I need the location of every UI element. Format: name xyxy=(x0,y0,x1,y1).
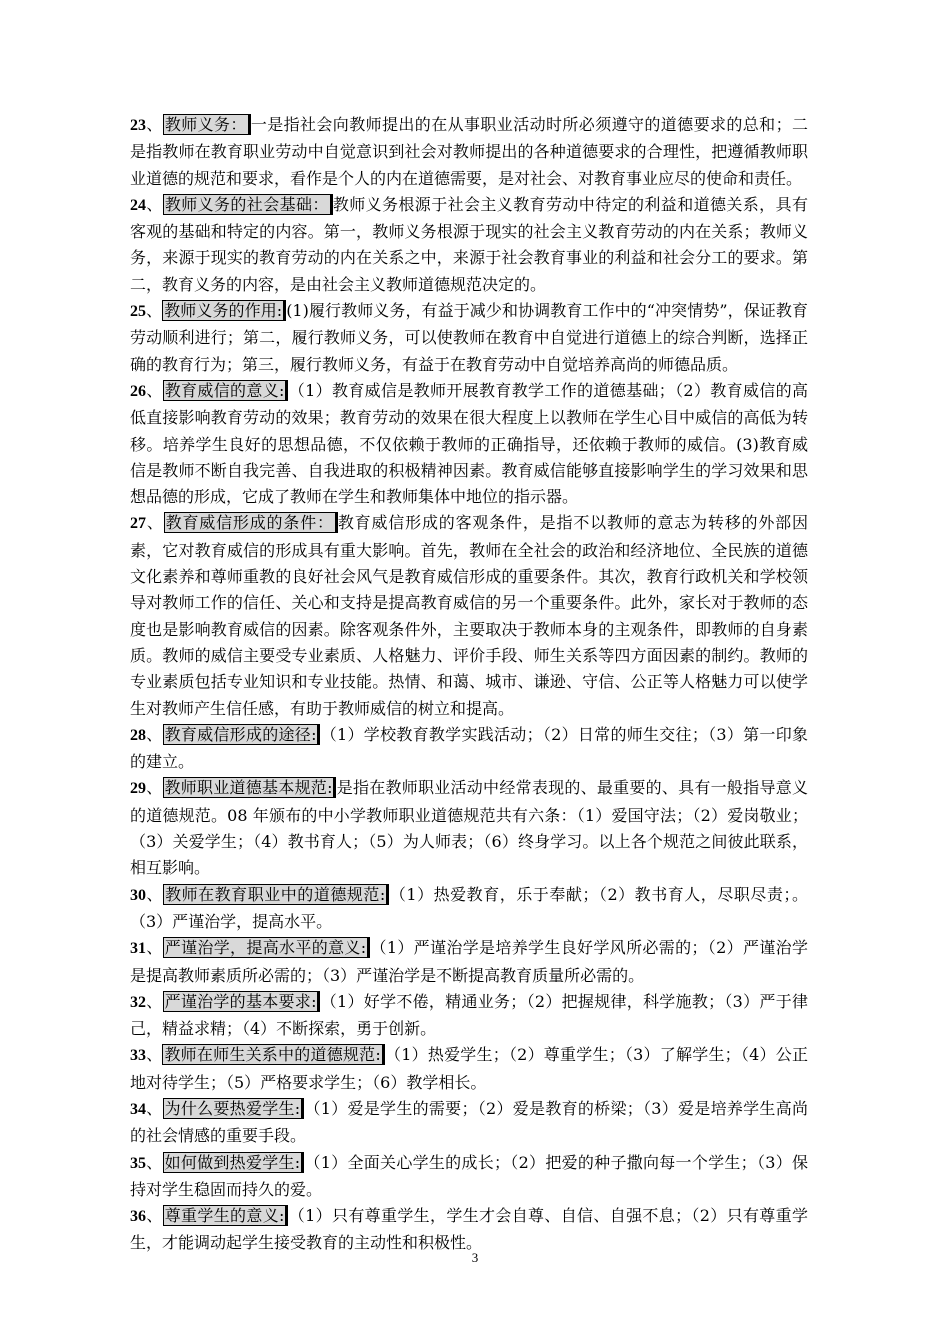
entry-number: 28 xyxy=(130,726,146,744)
page-number: 3 xyxy=(471,1250,479,1265)
entry-31: 31、 严谨治学，提高水平的意义: （1）严谨治学是培养学生良好学风所必需的；（2）严谨治学是提高教师素质所必需的；（3）严谨治学是不断提高教育质量所必需的。 xyxy=(130,938,808,985)
entry-body: （1）学校教育教学实践活动；（2）日常的师生交往；（3）第一印象的建立。 xyxy=(130,724,808,772)
entry-number: 31 xyxy=(130,940,146,958)
entry-term: 严谨治学，提高水平的意义: xyxy=(163,937,370,958)
entry-34: 34、 为什么要热爱学生: （1）爱是学生的需要；（2）爱是教育的桥梁；（3）爱是培养学生高尚的社会情感的重要手段。 xyxy=(130,1098,808,1146)
entry-25: 25、 教师义务的作用: (1)履行教师义务，有益于减少和协调教育工作中的“冲突情势”，保证教育劳动顺利进行；第二，履行教师义务，可以使教师在教育中自觉进行道德上的综合判断，选择正确的教育行为；第三，履行教师义务，有益于在教育劳动中自觉培养高尚的师德品质。 xyxy=(130,301,808,374)
entry-number: 25 xyxy=(130,303,146,321)
entry-term: 严谨治学的基本要求: xyxy=(163,991,321,1012)
entry-number: 27 xyxy=(130,515,146,533)
entry-number: 36 xyxy=(130,1208,146,1226)
entry-term: 教育威信的意义: xyxy=(163,380,289,401)
entry-body: （1）热爱教育，乐于奉献；（2）教书育人，尽职尽责；。（3）严谨治学，提高水平。 xyxy=(130,884,808,931)
entry-number: 26 xyxy=(130,382,146,400)
entry-body: 教师义务根源于社会主义教育劳动中待定的利益和道德关系，具有客观的基础和特定的内容。第一，教师义务根源于现实的社会主义教育劳动的内在关系；教师义务，来源于现实的教育劳动的内在关系之中，来源于社会教育事业的利益和社会分工的要求。第二，教育义务的内容，是由社会主义教师道德规范决定的。 xyxy=(130,194,808,294)
entry-23: 23、 教师义务： 一是指社会向教师提出的在从事职业活动时所必须遵守的道德要求的总和；二是指教师在教育职业劳动中自觉意识到社会对教师提出的各种道德要求的合理性，把遵循教师职业道德的规范和要求，看作是个人的内在道德需要，是对社会、对教育事业应尽的使命和责任。 xyxy=(130,115,808,188)
entry-term: 教育威信形成的途径: xyxy=(163,724,321,745)
entry-body: （1）爱是学生的需要；（2）爱是教育的桥梁；（3）爱是培养学生高尚的社会情感的重要手段。 xyxy=(130,1098,808,1146)
entry-body: （1）全面关心学生的成长；（2）把爱的种子撒向每一个学生；（3）保持对学生稳固而持久的爱。 xyxy=(130,1152,808,1199)
entry-body: （1）热爱学生；（2）尊重学生；（3）了解学生；（4）公正地对待学生；（5）严格要求学生；（6）教学相长。 xyxy=(130,1045,808,1092)
entry-term: 如何做到热爱学生: xyxy=(163,1152,305,1173)
entry-number: 30 xyxy=(130,886,146,904)
entry-body: （1）只有尊重学生，学生才会自尊、自信、自强不息；（2）只有尊重学生，才能调动起学生接受教育的主动性和积极性。 xyxy=(130,1206,808,1253)
entry-26: 26、 教育威信的意义: （1）教育威信是教师开展教育教学工作的道德基础；（2）教育威信的高低直接影响教育劳动的效果；教育劳动的效果在很大程度上以教师在学生心目中威信的高低为转移。培养学生良好的思想品德，不仅依赖于教师的正确指导，还依赖于教师的威信。(3)教育威信是教师不断自我完善、自我进取的积极精神因素。教育威信能够直接影响学生的学习效果和思想品德的形成，它成了教师在学生和教师集体中地位的指示器。 xyxy=(130,380,808,507)
entry-35: 35、 如何做到热爱学生: （1）全面关心学生的成长；（2）把爱的种子撒向每一个学生；（3）保持对学生稳固而持久的爱。 xyxy=(130,1152,808,1199)
entry-number: 35 xyxy=(130,1154,146,1172)
entry-number: 34 xyxy=(130,1100,146,1118)
entry-body: 一是指社会向教师提出的在从事职业活动时所必须遵守的道德要求的总和；二是指教师在教育职业劳动中自觉意识到社会对教师提出的各种道德要求的合理性，把遵循教师职业道德的规范和要求，看作是个人的内在道德需要，是对社会、对教育事业应尽的使命和责任。 xyxy=(130,115,808,188)
entry-29: 29、 教师职业道德基本规范: 是指在教师职业活动中经常表现的、最重要的、具有一般指导意义的道德规范。08 年颁布的中小学教师职业道德规范共有六条：（1）爱国守法；（2）爱岗敬业；（3）关爱学生；（4）教书育人；（5）为人师表；（6）终身学习。以上各个规范之间彼此联系，相互影响。 xyxy=(130,778,808,878)
entry-36: 36、 尊重学生的意义: （1）只有尊重学生，学生才会自尊、自信、自强不息；（2）只有尊重学生，才能调动起学生接受教育的主动性和积极性。 xyxy=(130,1206,808,1253)
entry-body: 教育威信形成的客观条件，是指不以教师的意志为转移的外部因素，它对教育威信的形成具有重大影响。首先，教师在全社会的政治和经济地位、全民族的道德文化素养和尊师重教的良好社会风气是教育威信形成的重要条件。其次，教育行政机关和学校领导对教师工作的信任、关心和支持是提高教育威信的另一个重要条件。此外，家长对于教师的态度也是影响教育威信的因素。除客观条件外，主要取决于教师本身的主观条件，即教师的自身素质。教师的威信主要受专业素质、人格魅力、评价手段、师生关系等四方面因素的制约。教师的专业素质包括专业知识和专业技能。热情、和蔼、城市、谦逊、守信、公正等人格魅力可以使学生对教师产生信任感，有助于教师威信的树立和提高。 xyxy=(130,513,808,718)
entry-term: 教师在师生关系中的道德规范: xyxy=(162,1044,384,1065)
entry-30: 30、 教师在教育职业中的道德规范: （1）热爱教育，乐于奉献；（2）教书育人，尽职尽责；。（3）严谨治学，提高水平。 xyxy=(130,884,808,931)
entry-term: 教师义务： xyxy=(163,114,251,135)
entry-term: 教师在教育职业中的道德规范: xyxy=(163,884,389,905)
entry-term: 教师职业道德基本规范: xyxy=(163,777,337,798)
entry-number: 29 xyxy=(130,780,146,798)
entry-body: （1）教育威信是教师开展教育教学工作的道德基础；（2）教育威信的高低直接影响教育劳动的效果；教育劳动的效果在很大程度上以教师在学生心目中威信的高低为转移。培养学生良好的思想品德，不仅依赖于教师的正确指导，还依赖于教师的威信。(3)教育威信是教师不断自我完善、自我进取的积极精神因素。教育威信能够直接影响学生的学习效果和思想品德的形成，它成了教师在学生和教师集体中地位的指示器。 xyxy=(130,380,808,507)
entry-number: 32 xyxy=(130,993,146,1011)
entry-body: 是指在教师职业活动中经常表现的、最重要的、具有一般指导意义的道德规范。08 年颁布的中小学教师职业道德规范共有六条：（1）爱国守法；（2）爱岗敬业；（3）关爱学生；（4）教书育人；（5）为人师表；（6）终身学习。以上各个规范之间彼此联系，相互影响。 xyxy=(130,778,808,878)
entry-body: （1）好学不倦，精通业务；（2）把握规律，科学施教；（3）严于律己，精益求精；（4）不断探索，勇于创新。 xyxy=(130,991,808,1039)
document-body xyxy=(130,112,808,1257)
entry-number: 23 xyxy=(130,117,146,134)
entry-28: 28、 教育威信形成的途径: （1）学校教育教学实践活动；（2）日常的师生交往；（3）第一印象的建立。 xyxy=(130,724,808,772)
entry-term: 教育威信形成的条件： xyxy=(164,512,338,533)
entry-term: 尊重学生的意义: xyxy=(163,1205,289,1226)
entry-number: 24 xyxy=(130,196,146,214)
entry-32: 32、 严谨治学的基本要求: （1）好学不倦，精通业务；（2）把握规律，科学施教；（3）严于律己，精益求精；（4）不断探索，勇于创新。 xyxy=(130,991,808,1039)
entry-27: 27、 教育威信形成的条件： 教育威信形成的客观条件，是指不以教师的意志为转移的外部因素，它对教育威信的形成具有重大影响。首先，教师在全社会的政治和经济地位、全民族的道德文化素养和尊师重教的良好社会风气是教育威信形成的重要条件。其次，教育行政机关和学校领导对教师工作的信任、关心和支持是提高教育威信的另一个重要条件。此外，家长对于教师的态度也是影响教育威信的因素。除客观条件外，主要取决于教师本身的主观条件，即教师的自身素质。教师的威信主要受专业素质、人格魅力、评价手段、师生关系等四方面因素的制约。教师的专业素质包括专业知识和专业技能。热情、和蔼、城市、谦逊、守信、公正等人格魅力可以使学生对教师产生信任感，有助于教师威信的树立和提高。 xyxy=(130,513,808,718)
entry-term: 教师义务的社会基础： xyxy=(163,194,333,215)
entry-body: （1）严谨治学是培养学生良好学风所必需的；（2）严谨治学是提高教师素质所必需的；（3）严谨治学是不断提高教育质量所必需的。 xyxy=(130,938,808,985)
entry-24: 24、 教师义务的社会基础： 教师义务根源于社会主义教育劳动中待定的利益和道德关系，具有客观的基础和特定的内容。第一，教师义务根源于现实的社会主义教育劳动的内在关系；教师义务，来源于现实的教育劳动的内在关系之中，来源于社会教育事业的利益和社会分工的要求。第二，教育义务的内容，是由社会主义教师道德规范决定的。 xyxy=(130,194,808,294)
entry-term: 教师义务的作用: xyxy=(162,300,286,321)
entry-33: 33、 教师在师生关系中的道德规范: （1）热爱学生；（2）尊重学生；（3）了解学生；（4）公正地对待学生；（5）严格要求学生；（6）教学相长。 xyxy=(130,1045,808,1092)
entry-body: (1)履行教师义务，有益于减少和协调教育工作中的“冲突情势”，保证教育劳动顺利进行；第二，履行教师义务，可以使教师在教育中自觉进行道德上的综合判断，选择正确的教育行为；第三，履行教师义务，有益于在教育劳动中自觉培养高尚的师德品质。 xyxy=(130,301,808,374)
entry-number: 33 xyxy=(130,1047,146,1065)
entry-term: 为什么要热爱学生: xyxy=(163,1098,305,1119)
